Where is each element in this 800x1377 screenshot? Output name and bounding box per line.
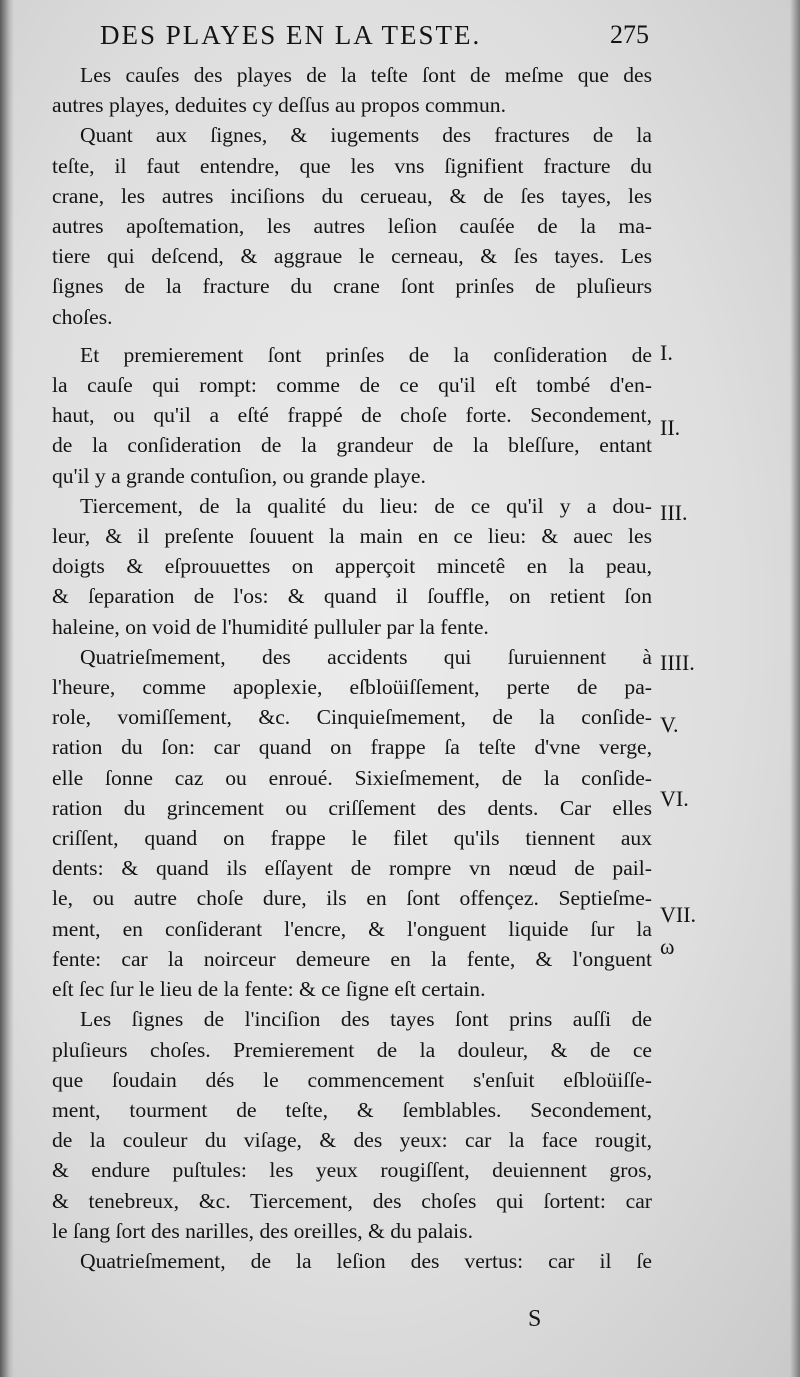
text-line: le ſang ſort des narilles, des oreilles, & du palais.: [52, 1218, 473, 1243]
text-line: ment, en conſiderant l'encre, & l'onguent liquide ſur la: [52, 916, 652, 941]
text-line: ration du grincement ou criſſement des dents. Car elles: [52, 795, 652, 820]
margin-note: IIII.: [660, 650, 695, 675]
margin-note: I.: [660, 340, 673, 365]
text-line: Quatrieſmement, des accidents qui ſuruiennent à: [80, 644, 652, 669]
page-number: 275: [610, 20, 649, 49]
text-line: criſſent, quand on frappe le filet qu'ils tiennent aux: [52, 826, 652, 851]
margin-note: III.: [660, 500, 688, 525]
text-line: elle ſonne caz ou enroué. Sixieſmement, de la conſide-: [52, 765, 652, 790]
text-line: le, ou autre choſe dure, ils en ſont offençez. Septieſme-: [52, 886, 652, 911]
text-line: & ſeparation de l'os: & quand il ſouffle, on retient ſon: [52, 584, 652, 609]
margin-note: VI.: [660, 786, 689, 811]
text-line: choſes.: [52, 304, 113, 329]
text-line: ment, tourment de teſte, & ſemblables. Secondement,: [52, 1097, 652, 1122]
signature-mark: S: [528, 1306, 542, 1332]
running-title: DES PLAYES EN LA TESTE.: [100, 20, 482, 50]
text-line: la cauſe qui rompt: comme de ce qu'il eſt tombé d'en-: [52, 373, 652, 398]
text-line: autres playes, deduites cy deſſus au propos commun.: [52, 93, 506, 118]
text-line: Et premierement ſont prinſes de la conſideration de: [80, 342, 652, 367]
text-line: doigts & eſprouuettes on apperçoit mincetê en la peau,: [52, 554, 652, 579]
margin-note: ω: [660, 934, 675, 959]
text-line: eſt ſec ſur le lieu de la fente: & ce ſigne eſt certain.: [52, 977, 486, 1002]
text-line: tiere qui deſcend, & aggraue le cerneau, & ſes tayes. Les: [52, 244, 652, 269]
text-line: haut, ou qu'il a eſté frappé de choſe forte. Secondement,: [52, 403, 652, 428]
body-text: [52, 60, 652, 1276]
text-line: role, vomiſſement, &c. Cinquieſmement, de la conſide-: [52, 705, 652, 730]
text-line: fente: car la noirceur demeure en la fente, & l'onguent: [52, 946, 652, 971]
text-line: l'heure, comme apoplexie, eſbloüiſſement, perte de pa-: [52, 675, 652, 700]
text-line: leur, & il preſente ſouuent la main en ce lieu: & auec les: [52, 524, 652, 549]
margin-note: II.: [660, 415, 681, 440]
margin-note: V.: [660, 712, 679, 737]
text-line: ration du ſon: car quand on frappe ſa teſte d'vne verge,: [52, 735, 652, 760]
text-line: Les cauſes des playes de la teſte ſont de meſme que des: [80, 63, 652, 87]
text-line: teſte, il faut entendre, que les vns ſignifient fracture du: [52, 153, 652, 178]
text-line: Quatrieſmement, de la leſion des vertus: car il ſe: [80, 1248, 652, 1273]
text-line: dents: & quand ils eſſayent de rompre vn nœud de pail-: [52, 856, 652, 881]
text-line: crane, les autres inciſions du cerueau, & de ſes tayes, les: [52, 183, 652, 208]
text-line: haleine, on void de l'humidité pulluler par la fente.: [52, 614, 489, 639]
text-line: ſignes de la fracture du crane ſont prinſes de pluſieurs: [52, 274, 652, 299]
text-line: Tiercement, de la qualité du lieu: de ce qu'il y a dou-: [80, 493, 652, 518]
text-line: que ſoudain dés le commencement s'enſuit eſbloüiſſe-: [52, 1067, 652, 1092]
text-line: Les ſignes de l'inciſion des tayes ſont prins auſſi de: [80, 1007, 652, 1032]
margin-note: VII.: [660, 902, 697, 927]
text-line: Quant aux ſignes, & iugements des fractures de la: [80, 123, 652, 148]
text-line: autres apoſtemation, les autres leſion cauſée de la ma-: [52, 214, 652, 239]
page-binding-shadow: [0, 0, 14, 1377]
text-line: qu'il y a grande contuſion, ou grande playe.: [52, 463, 426, 488]
page-edge-shadow: [790, 0, 800, 1377]
text-line: & endure puſtules: les yeux rougiſſent, deuiennent gros,: [52, 1158, 652, 1183]
text-line: de la couleur du viſage, & des yeux: car la face rougit,: [52, 1128, 652, 1153]
text-line: & tenebreux, &c. Tiercement, des choſes qui ſortent: car: [52, 1188, 652, 1213]
running-header: [100, 16, 700, 56]
text-line: de la conſideration de la grandeur de la bleſſure, entant: [52, 433, 652, 458]
text-line: pluſieurs choſes. Premierement de la douleur, & de ce: [52, 1037, 652, 1062]
